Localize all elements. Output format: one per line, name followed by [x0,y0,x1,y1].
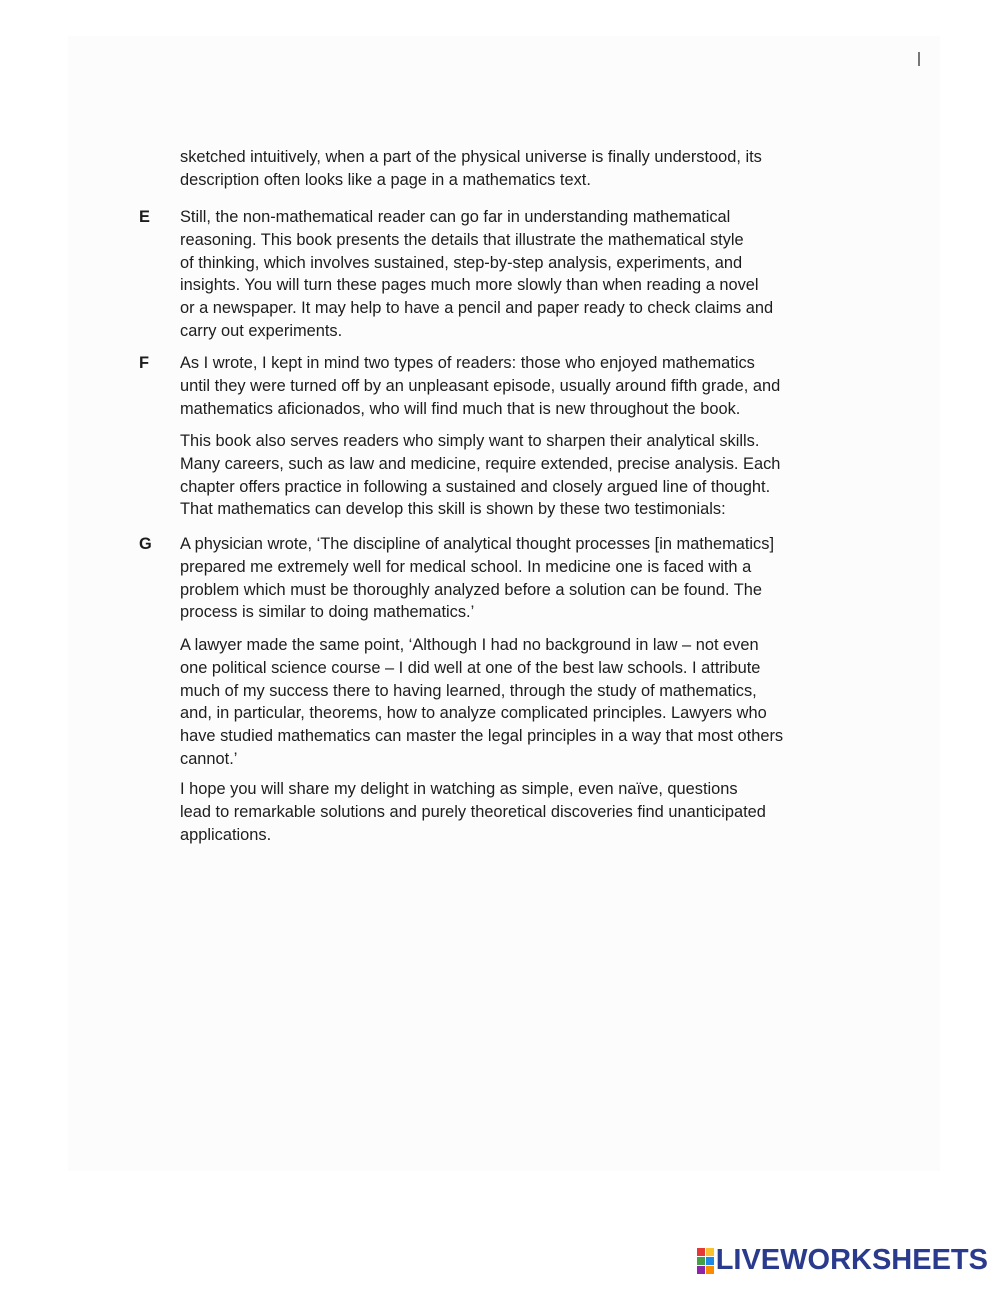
text-line: problem which must be thoroughly analyzed before a solution can be found. The [180,580,762,599]
text-line: process is similar to doing mathematics.’ [180,603,475,622]
scan-edge-mark [918,52,920,66]
paragraph-g [180,533,880,624]
logo-block [706,1266,714,1274]
text-line: until they were turned off by an unpleasant episode, usually around fifth grade, and [180,376,781,395]
logo-block [697,1266,705,1274]
text-line: mathematics aficionados, who will find much that is new throughout the book. [180,399,741,418]
paragraph-g-lawyer [180,634,880,771]
text-line: A lawyer made the same point, ‘Although I had no background in law – not even [180,636,759,654]
text-line: lead to remarkable solutions and purely theoretical discoveries find unanticipated [180,802,766,821]
text-line: carry out experiments. [180,321,343,340]
logo-block [697,1257,705,1265]
paragraph-closing [180,778,880,846]
text-line: description often looks like a page in a mathematics text. [180,170,591,189]
text-line: and, in particular, theorems, how to analyze complicated principles. Lawyers who [180,704,767,723]
text-line: have studied mathematics can master the legal principles in a way that most others [180,727,784,746]
text-line: I hope you will share my delight in watching as simple, even naïve, questions [180,780,738,798]
logo-block [706,1257,714,1265]
text-line: chapter offers practice in following a sustained and closely argued line of thought. [180,477,771,496]
logo-block [697,1248,705,1256]
text-line: cannot.’ [180,749,238,768]
logo-blocks-icon [697,1248,714,1274]
paragraph-letter-e: E [139,208,150,226]
paragraph-e [180,206,880,343]
text-line: prepared me extremely well for medical school. In medicine one is faced with a [180,557,752,576]
text-line: much of my success there to having learned, through the study of mathematics, [180,681,757,700]
text-line: A physician wrote, ‘The discipline of analytical thought processes [in mathematics] [180,535,775,553]
logo-brand-text: LIVEWORKSHEETS [715,1244,988,1276]
paragraph-f-continued [180,430,880,521]
text-line: one political science course – I did well at one of the best law schools. I attribute [180,658,761,677]
text-line: of thinking, which involves sustained, step-by-step analysis, experiments, and [180,253,743,272]
liveworksheets-logo[interactable] [697,1244,988,1277]
text-line: This book also serves readers who simply want to sharpen their analytical skills. [180,432,760,450]
text-line: or a newspaper. It may help to have a pencil and paper ready to check claims and [180,299,774,318]
logo-block [706,1248,714,1256]
paragraph-intro-continued [180,146,880,192]
paragraph-letter-f: F [139,354,150,372]
text-line: As I wrote, I kept in mind two types of readers: those who enjoyed mathematics [180,354,755,372]
text-line: That mathematics can develop this skill is shown by these two testimonials: [180,500,726,519]
paragraph-letter-g: G [139,535,152,553]
text-line: Still, the non-mathematical reader can go far in understanding mathematical [180,208,731,226]
text-line: applications. [180,825,272,844]
text-line: sketched intuitively, when a part of the physical universe is finally understood, its [180,148,762,166]
text-line: reasoning. This book presents the details that illustrate the mathematical style [180,230,744,249]
paragraph-f [180,352,880,420]
text-line: insights. You will turn these pages much more slowly than when reading a novel [180,276,759,295]
text-line: Many careers, such as law and medicine, require extended, precise analysis. Each [180,454,781,473]
